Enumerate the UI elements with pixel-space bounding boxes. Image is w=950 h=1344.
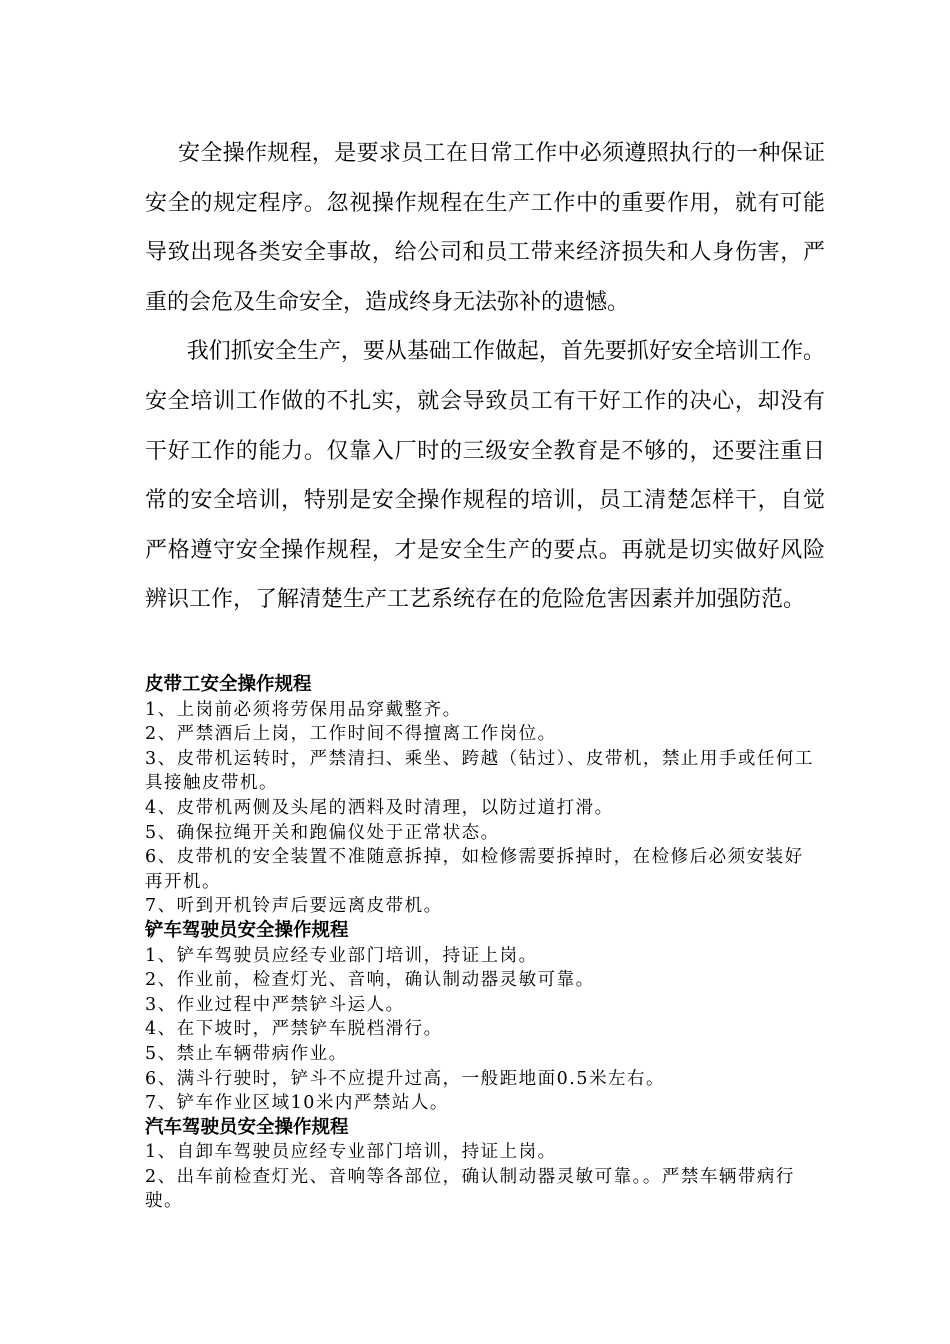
rule-list [145, 944, 815, 1116]
rule-item: 1、自卸车驾驶员应经专业部门培训，持证上岗。 [145, 1142, 557, 1163]
section-title: 铲车驾驶员安全操作规程 [145, 919, 349, 941]
rule-item: 2、作业前，检查灯光、音响，确认制动器灵敏可靠。 [145, 970, 595, 991]
rules-section [145, 673, 815, 1214]
rule-item: 6、满斗行驶时，铲斗不应提升过高，一般距地面0.5米左右。 [145, 1068, 665, 1089]
rule-item: 3、皮带机运转时，严禁清扫、乘坐、跨越（钻过）、皮带机，禁止用手或任何工具接触皮带机。 [145, 748, 814, 794]
rule-item: 4、在下坡时，严禁铲车脱档滑行。 [145, 1019, 443, 1040]
intro-text [145, 129, 825, 625]
rule-item: 2、严禁酒后上岗，工作时间不得擅离工作岗位。 [145, 724, 557, 745]
rule-item: 4、皮带机两侧及头尾的洒料及时清理，以防过道打滑。 [145, 797, 614, 818]
rule-item: 2、出车前检查灯光、音响等各部位，确认制动器灵敏可靠。。严禁车辆带病行驶。 [145, 1166, 795, 1212]
intro-paragraph: 我们抓安全生产，要从基础工作做起，首先要抓好安全培训工作。安全培训工作做的不扎实，就会导致员工有干好工作的决心，却没有干好工作的能力。仅靠入厂时的三级安全教育是不够的，还要注重日常的安全培训，特别是安全操作规程的培训，员工清楚怎样干，自觉严格遵守安全操作规程，才是安全生产的要点。再就是切实做好风险辨识工作，了解清楚生产工艺系统存在的危险危害因素并加强防范。 [145, 339, 825, 613]
rule-item: 7、铲车作业区域10米内严禁站人。 [145, 1093, 449, 1114]
rule-list [145, 698, 815, 919]
rule-item: 5、确保拉绳开关和跑偏仪处于正常状态。 [145, 822, 500, 843]
rule-item: 7、听到开机铃声后要远离皮带机。 [145, 896, 443, 917]
section-title: 汽车驾驶员安全操作规程 [145, 1116, 349, 1138]
rule-item: 1、铲车驾驶员应经专业部门培训，持证上岗。 [145, 945, 538, 966]
rule-item: 6、皮带机的安全装置不准随意拆掉，如检修需要拆掉时，在检修后必须安装好再开机。 [145, 847, 804, 892]
intro-paragraph: 安全操作规程，是要求员工在日常工作中必须遵照执行的一种保证安全的规定程序。忽视操作规程在生产工作中的重要作用，就有可能导致出现各类安全事故，给公司和员工带来经济损失和人身伤害，严重的会危及生命安全，造成终身无法弥补的遗憾。 [145, 141, 825, 315]
rule-item: 5、禁止车辆带病作业。 [145, 1043, 348, 1064]
rule-list [145, 1140, 815, 1214]
section-title: 皮带工安全操作规程 [145, 674, 312, 695]
rule-item: 3、作业过程中严禁铲斗运人。 [145, 994, 405, 1015]
rule-item: 1、上岗前必须将劳保用品穿戴整齐。 [145, 699, 462, 720]
